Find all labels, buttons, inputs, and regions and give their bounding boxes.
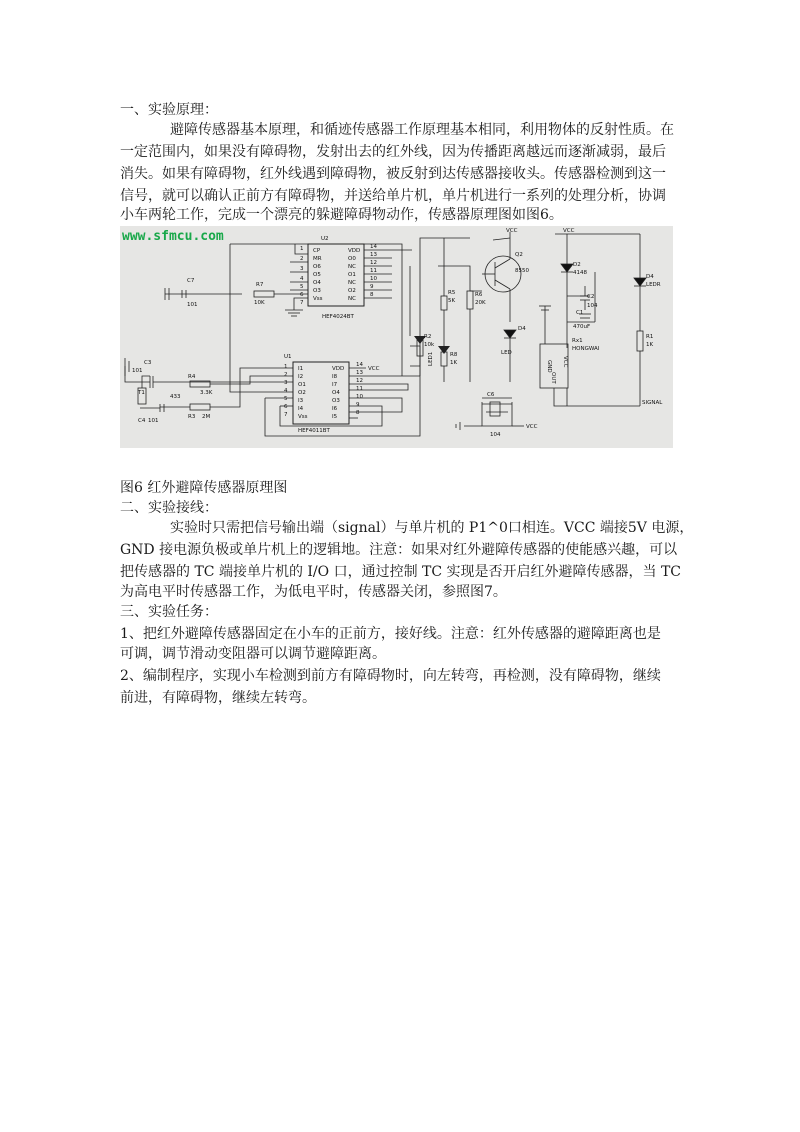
svg-text:6: 6 xyxy=(300,292,304,298)
svg-text:LED1: LED1 xyxy=(428,351,434,366)
svg-text:O4: O4 xyxy=(332,390,340,396)
svg-text:VCC: VCC xyxy=(563,228,575,234)
svg-text:5: 5 xyxy=(284,396,288,402)
svg-text:R1: R1 xyxy=(646,334,654,340)
svg-text:HONGWAI: HONGWAI xyxy=(572,346,600,352)
figure-caption: 图6 红外避障传感器原理图 xyxy=(120,480,288,496)
section1-heading: 一、实验原理： xyxy=(120,102,218,118)
svg-text:11: 11 xyxy=(356,386,363,392)
svg-text:5K: 5K xyxy=(448,298,456,304)
svg-text:C3: C3 xyxy=(144,360,152,366)
svg-text:O2: O2 xyxy=(298,390,306,396)
component-labels xyxy=(132,228,663,438)
svg-text:8: 8 xyxy=(370,292,374,298)
svg-text:I8: I8 xyxy=(332,374,338,380)
paragraph-line: 一定范围内，如果没有障碍物，发射出去的红外线，因为传播距离越远而逐渐减弱，最后 xyxy=(120,144,666,160)
svg-text:12: 12 xyxy=(370,260,377,266)
svg-text:D4: D4 xyxy=(518,326,526,332)
svg-text:O0: O0 xyxy=(348,256,356,262)
svg-text:HEF4011BT: HEF4011BT xyxy=(298,428,330,434)
svg-text:13: 13 xyxy=(370,252,377,258)
svg-text:NC: NC xyxy=(348,296,356,302)
svg-text:2M: 2M xyxy=(202,414,211,420)
svg-text:VDD: VDD xyxy=(332,366,345,372)
wires xyxy=(125,232,646,436)
svg-text:9: 9 xyxy=(370,284,374,290)
svg-text:I2: I2 xyxy=(298,374,304,380)
svg-text:10k: 10k xyxy=(424,342,435,348)
svg-text:20K: 20K xyxy=(475,300,486,306)
svg-text:13: 13 xyxy=(356,370,363,376)
svg-text:14: 14 xyxy=(356,362,363,368)
svg-text:D4: D4 xyxy=(646,274,654,280)
svg-text:D2: D2 xyxy=(573,262,581,268)
svg-text:R2: R2 xyxy=(424,334,432,340)
svg-text:I1: I1 xyxy=(298,366,304,372)
svg-text:MR: MR xyxy=(313,256,322,262)
svg-text:CP: CP xyxy=(313,248,321,254)
svg-text:NC: NC xyxy=(348,280,356,286)
svg-text:R6: R6 xyxy=(475,292,483,298)
svg-text:470uF: 470uF xyxy=(573,324,591,330)
svg-text:O1: O1 xyxy=(298,382,306,388)
svg-text:10K: 10K xyxy=(254,300,265,306)
paragraph-line: 小车两轮工作，完成一个漂亮的躲避障碍物动作，传感器原理图如图6。 xyxy=(120,207,563,223)
section3-heading: 三、实验任务： xyxy=(120,604,218,620)
svg-text:C6: C6 xyxy=(487,392,495,398)
svg-text:Vss: Vss xyxy=(313,296,323,302)
svg-text:NC: NC xyxy=(348,264,356,270)
svg-text:1K: 1K xyxy=(450,360,458,366)
paragraph-line: 实验时只需把信号输出端（signal）与单片机的 P1^0口相连。VCC 端接5V 电源， xyxy=(170,520,694,536)
svg-text:3.3K: 3.3K xyxy=(200,390,213,396)
svg-text:104: 104 xyxy=(587,303,598,309)
svg-text:2: 2 xyxy=(284,372,288,378)
paragraph-line: 把传感器的 TC 端接单片机的 I/O 口，通过控制 TC 实现是否开启红外避障传感器，当 TC xyxy=(120,564,682,580)
svg-text:Rx1: Rx1 xyxy=(572,338,583,344)
svg-text:I5: I5 xyxy=(332,414,338,420)
svg-text:O6: O6 xyxy=(313,264,321,270)
svg-text:O3: O3 xyxy=(332,398,340,404)
svg-text:433: 433 xyxy=(170,394,181,400)
svg-text:101: 101 xyxy=(132,368,143,374)
svg-text:I6: I6 xyxy=(332,406,338,412)
svg-text:C2: C2 xyxy=(587,294,595,300)
svg-text:1: 1 xyxy=(284,364,288,370)
svg-text:Q2: Q2 xyxy=(515,252,523,258)
paragraph-line: 信号，就可以确认正前方有障碍物，并送给单片机，单片机进行一系列的处理分析，协调 xyxy=(120,188,666,204)
task-line: 前进，有障碍物，继续左转弯。 xyxy=(120,690,316,706)
section2-heading: 二、实验接线： xyxy=(120,500,218,516)
svg-text:7: 7 xyxy=(300,300,304,306)
svg-text:101: 101 xyxy=(187,302,198,308)
svg-text:C1: C1 xyxy=(576,310,584,316)
svg-text:R3: R3 xyxy=(188,414,196,420)
svg-text:SIGNAL: SIGNAL xyxy=(642,400,663,406)
task-line: 1、把红外避障传感器固定在小车的正前方，接好线。注意：红外传感器的避障距离也是 xyxy=(120,626,661,642)
svg-text:9: 9 xyxy=(356,402,360,408)
svg-text:VCC: VCC xyxy=(562,356,568,368)
svg-text:GND: GND xyxy=(546,360,552,373)
task-line: 可调，调节滑动变阻器可以调节避障距离。 xyxy=(120,646,386,662)
svg-text:VCC: VCC xyxy=(506,228,518,234)
svg-text:O2: O2 xyxy=(348,288,356,294)
svg-text:OUT: OUT xyxy=(550,372,556,384)
svg-text:4: 4 xyxy=(284,388,288,394)
svg-text:VCC: VCC xyxy=(368,366,380,372)
circuit-schematic xyxy=(120,226,673,448)
svg-text:12: 12 xyxy=(356,378,363,384)
svg-text:C4: C4 xyxy=(138,418,146,424)
svg-text:R8: R8 xyxy=(450,352,458,358)
svg-text:VDD: VDD xyxy=(348,248,361,254)
svg-text:1K: 1K xyxy=(646,342,654,348)
svg-text:I4: I4 xyxy=(298,406,304,412)
svg-text:101: 101 xyxy=(148,418,159,424)
svg-text:4: 4 xyxy=(300,276,304,282)
svg-text:6: 6 xyxy=(284,404,288,410)
paragraph-line: GND 接电源负极或单片机上的逻辑地。注意：如果对红外避障传感器的使能感兴趣，可以 xyxy=(120,542,678,558)
svg-text:O4: O4 xyxy=(313,280,321,286)
svg-text:R4: R4 xyxy=(188,374,196,380)
svg-text:10: 10 xyxy=(356,394,363,400)
svg-text:O5: O5 xyxy=(313,272,321,278)
svg-text:2: 2 xyxy=(300,256,304,262)
svg-text:I3: I3 xyxy=(298,398,304,404)
svg-text:7: 7 xyxy=(284,412,288,418)
svg-text:3: 3 xyxy=(300,266,304,272)
svg-text:T1: T1 xyxy=(138,390,145,396)
svg-text:VCC: VCC xyxy=(526,424,538,430)
svg-text:8: 8 xyxy=(356,410,360,416)
svg-text:104: 104 xyxy=(490,432,501,438)
svg-text:C7: C7 xyxy=(187,278,195,284)
svg-text:O1: O1 xyxy=(348,272,356,278)
circuit-schematic-figure xyxy=(120,226,673,448)
svg-text:Vss: Vss xyxy=(298,414,308,420)
svg-text:R7: R7 xyxy=(256,282,264,288)
svg-text:11: 11 xyxy=(370,268,377,274)
svg-text:I7: I7 xyxy=(332,382,338,388)
svg-text:14: 14 xyxy=(370,244,377,250)
svg-text:3: 3 xyxy=(284,380,288,386)
paragraph-line: 为高电平时传感器工作，为低电平时，传感器关闭，参照图7。 xyxy=(120,584,507,600)
paragraph-line: 消失。如果有障碍物，红外线遇到障碍物，被反射到达传感器接收头。传感器检测到这一 xyxy=(120,166,666,182)
svg-text:5: 5 xyxy=(300,284,304,290)
svg-text:1: 1 xyxy=(300,246,304,252)
paragraph-line: 避障传感器基本原理，和循迹传感器工作原理基本相同，利用物体的反射性质。在 xyxy=(170,122,674,138)
svg-text:4148: 4148 xyxy=(573,270,587,276)
svg-text:LED: LED xyxy=(501,350,512,356)
svg-text:HEF4024BT: HEF4024BT xyxy=(322,314,354,320)
svg-text:O3: O3 xyxy=(313,288,321,294)
svg-text:R5: R5 xyxy=(448,290,456,296)
task-line: 2、编制程序，实现小车检测到前方有障碍物时，向左转弯，再检测，没有障碍物，继续 xyxy=(120,668,661,684)
svg-text:U1: U1 xyxy=(284,354,292,360)
watermark: www.sfmcu.com xyxy=(122,229,224,244)
svg-text:LEDR: LEDR xyxy=(646,282,661,288)
svg-text:10: 10 xyxy=(370,276,377,282)
svg-text:8550: 8550 xyxy=(515,268,529,274)
svg-text:U2: U2 xyxy=(321,236,329,242)
